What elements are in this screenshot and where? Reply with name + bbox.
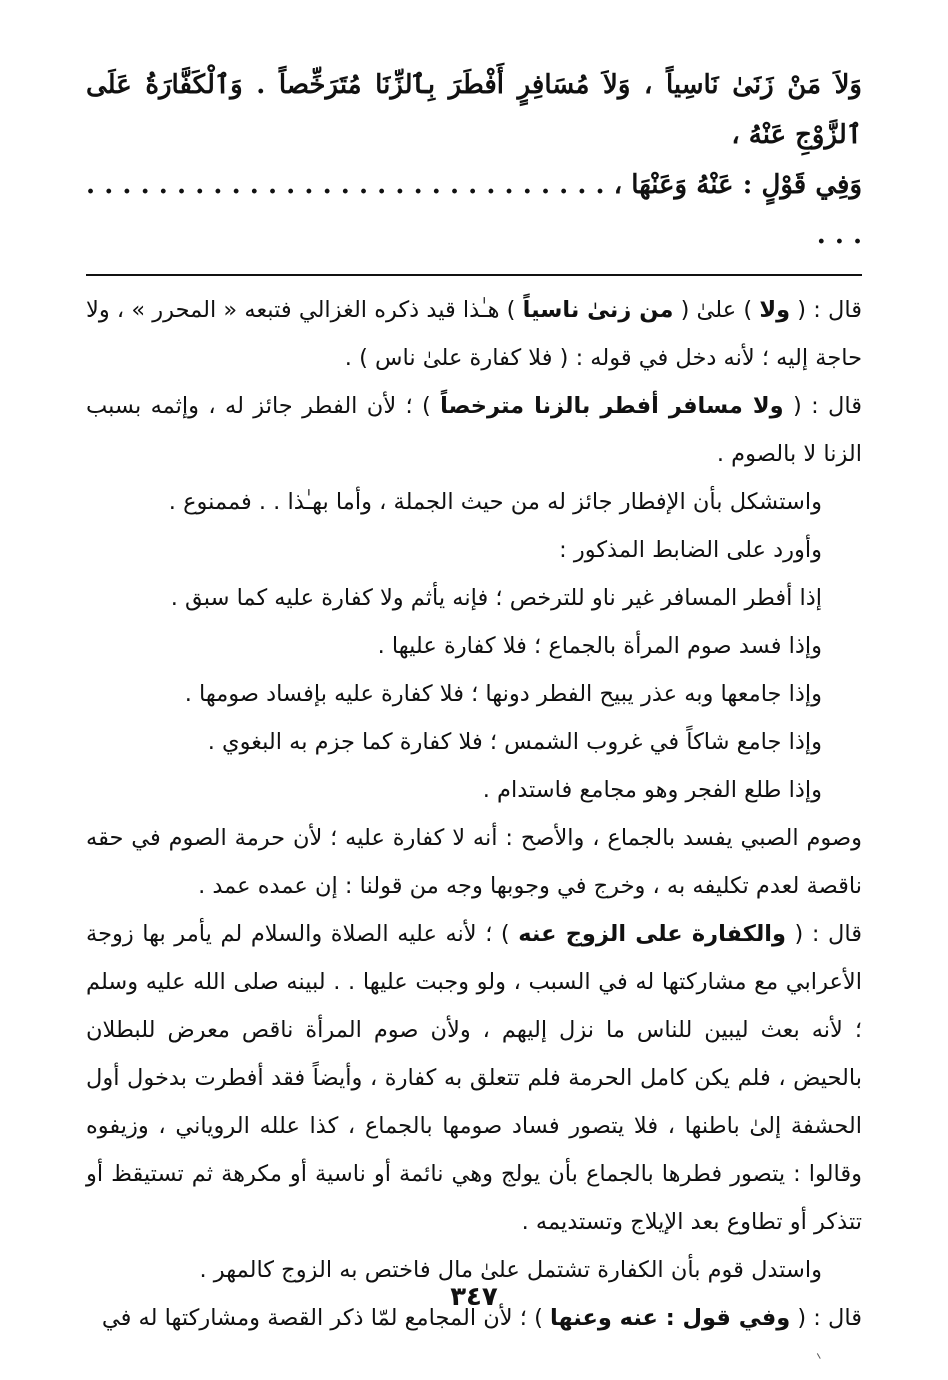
commentary-text-run: وإذا جامع شاكاً في غروب الشمس ؛ فلا كفارة كما جزم به البغوي . <box>207 729 822 755</box>
commentary-paragraph <box>86 718 862 766</box>
commentary-text-run: ) ؛ لأن الفطر جائز له ، وإثمه بسبب الزنا لا بالصوم . <box>86 393 862 467</box>
commentary-paragraph <box>86 382 862 478</box>
matn-line-2: وَفِي قَوْلٍ : عَنْهُ وَعَنْهَا ، . . . . . . . . . . . . . . . . . . . . . . . . . . . . . . . . <box>86 170 862 250</box>
commentary-paragraph <box>86 286 862 382</box>
commentary-paragraph <box>86 622 862 670</box>
separator-rule <box>86 274 862 276</box>
quoted-matn-phrase: ولا <box>759 297 791 323</box>
commentary-text-run: قال : ( <box>790 1305 862 1331</box>
matn-line-1: وَلاَ مَنْ زَنَىٰ نَاسِياً ، وَلاَ مُسَافِرٍ أَفْطَرَ بِٱلزِّنَا مُتَرَخِّصاً . وَٱلْكَفَّارَةُ عَلَى ٱلزَّوْجِ عَنْهُ ، <box>86 70 862 150</box>
commentary-text-run: ) ؛ لأن المجامع لمّا ذكر القصة ومشاركتها له في <box>101 1305 550 1331</box>
commentary-text-run: وصوم الصبي يفسد بالجماع ، والأصح : أنه لا كفارة عليه ؛ لأن حرمة الصوم في حقه ناقصة لعدم تكليفه به ، وخرج في وجوبها وجه من قولنا : إن عمده عمد . <box>86 825 862 899</box>
commentary-paragraph <box>86 478 862 526</box>
commentary-text-run: وإذا جامعها وبه عذر يبيح الفطر دونها ؛ فلا كفارة عليه بإفساد صومها . <box>184 681 822 707</box>
commentary-text-run: قال : ( <box>785 921 862 947</box>
quoted-matn-phrase: من زنىٰ ناسياً <box>522 297 674 323</box>
commentary-paragraph <box>86 910 862 1246</box>
page-number: ٣٤٧ <box>450 1282 498 1312</box>
commentary-paragraph <box>86 574 862 622</box>
commentary-text-run: ) ؛ لأنه عليه الصلاة والسلام لم يأمر بها زوجة الأعرابي مع مشاركتها له في السبب ، ولو وجبت عليها . . لبينه صلى الله عليه وسلم ؛ لأنه بعث ليبين للناس ما نزل إليهم ، ولأن صوم المرأة ناقص معرض للبطلان بالحيض ، فلم يكن كامل الحرمة فلم تتعلق به كفارة ، وأيضاً فقد أفطرت بدخول أول الحشفة إلىٰ باطنها ، فلا يتصور فساد صومها بالجماع ، كذا علله الروياني ، وزيفوه وقالوا : يتصور فطرها بالجماع بأن يولج وهي نائمة أو ناسية أو مكرهة ثم تستيقظ أو تتذكر أو تطاوع بعد الإيلاج وتستديمه . <box>86 921 862 1235</box>
commentary-text-run: ) علىٰ ( <box>673 297 760 323</box>
commentary-paragraph <box>86 814 862 910</box>
quoted-matn-phrase: والكفارة على الزوج عنه <box>518 921 786 947</box>
commentary-text-run: قال : ( <box>783 393 862 419</box>
scan-mark <box>817 1351 824 1359</box>
commentary-paragraph <box>86 670 862 718</box>
commentary-text-run: إذا أفطر المسافر غير ناو للترخص ؛ فإنه يأثم ولا كفارة عليه كما سبق . <box>170 585 822 611</box>
page-body <box>86 60 862 1342</box>
commentary-text-run: واستشكل بأن الإفطار جائز له من حيث الجملة ، وأما بهـٰذا . . فممنوع . <box>168 489 822 515</box>
commentary-text-run: واستدل قوم بأن الكفارة تشتمل علىٰ مال فاختص به الزوج كالمهر . <box>199 1257 822 1283</box>
commentary-paragraph <box>86 526 862 574</box>
commentary-text-run: وإذا فسد صوم المرأة بالجماع ؛ فلا كفارة عليها . <box>377 633 822 659</box>
commentary-text-run: ) هـٰذا قيد ذكره الغزالي فتبعه « المحرر » ، ولا حاجة إليه ؛ لأنه دخل في قوله : ( فلا كفارة علىٰ ناس ) . <box>86 297 862 371</box>
quoted-matn-phrase: وفي قول : عنه وعنها <box>550 1305 791 1331</box>
quoted-matn-phrase: ولا مسافر أفطر بالزنا مترخصاً <box>440 393 784 419</box>
matn-text <box>86 60 862 260</box>
commentary-paragraph <box>86 766 862 814</box>
commentary-text-run: وأورد على الضابط المذكور : <box>559 537 822 563</box>
commentary-text <box>86 286 862 1342</box>
commentary-text-run: قال : ( <box>790 297 862 323</box>
commentary-text-run: وإذا طلع الفجر وهو مجامع فاستدام . <box>482 777 822 803</box>
